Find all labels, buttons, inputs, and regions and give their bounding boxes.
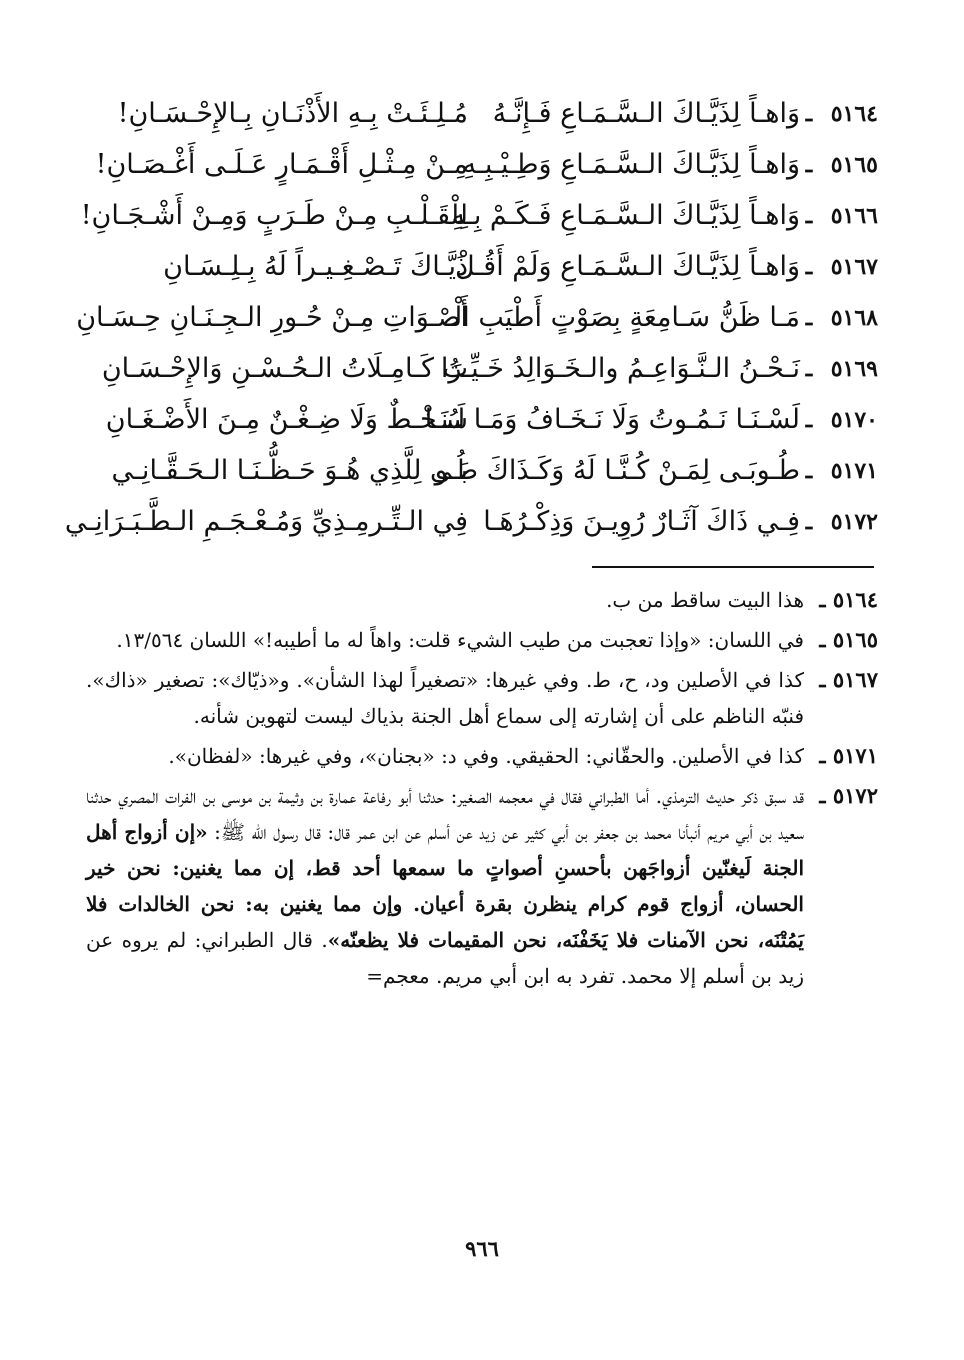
verse-second-hemistich: لِلْقَـلْـبِ مِـنْ طَـرَبٍ وَمِـنْ أَشْـجَـانِ! xyxy=(80,200,468,231)
verse-dash: ـ xyxy=(805,100,813,127)
footnote-number: ٥١٦٤ ـ xyxy=(819,587,878,612)
verse xyxy=(78,445,878,496)
verse-dash: ـ xyxy=(805,355,813,382)
verse-number: ٥١٦٥ xyxy=(830,151,878,178)
verse-second-hemistich: سُـخْـطٌ وَلَا ضِـغْـنٌ مِـنَ الأَضْـغَـانِ xyxy=(105,404,468,435)
verse xyxy=(78,190,878,241)
verse xyxy=(78,343,878,394)
footnote xyxy=(86,778,878,994)
verse-number: ٥١٧٠ xyxy=(830,406,878,433)
verse-dash: ـ xyxy=(805,253,813,280)
verse-dash: ـ xyxy=(805,304,813,331)
footnote-number: ٥١٧١ ـ xyxy=(819,743,878,768)
verse-first-hemistich: وَاهـاً لِذَيَّـاكَ الـسَّـمَـاعِ فَـكَـمْ بِـهِ xyxy=(451,200,800,231)
verse xyxy=(64,496,878,547)
verse-first-hemistich: طُـوبَـى لِمَـنْ كُـنَّـا لَهُ وَكَـذَاكَ طُـو xyxy=(434,455,800,486)
verse-second-hemistich: مُـلِـئَـتْ بِـهِ الأَذْنَـانِ بِـالإِحْـسَـانِ! xyxy=(117,98,468,129)
page-number: ٩٦٦ xyxy=(465,1236,499,1261)
footnotes xyxy=(86,582,878,998)
verse-second-hemistich: فِي الـتِّـرمِـذِيِّ وَمُـعْـجَـمِ الـطَّـبَـرَانِـي xyxy=(64,506,468,537)
verse-second-hemistich: ذَيَّـاكَ تَـصْـغِـيـراً لَهُ بِـلِـسَـانِ xyxy=(163,251,468,282)
verse-dash: ـ xyxy=(805,457,813,484)
verse-number: ٥١٧٢ xyxy=(830,508,878,535)
verse-first-hemistich: فِـي ذَاكَ آثَـارٌ رُوِيـنَ وَذِكْـرُهَـا xyxy=(483,506,800,537)
verse xyxy=(78,394,878,445)
verse-number: ٥١٧١ xyxy=(830,457,878,484)
verse-number: ٥١٦٧ xyxy=(830,253,878,280)
footnote-number: ٥١٦٧ ـ xyxy=(819,667,878,692)
footnote xyxy=(86,582,878,618)
verse-first-hemistich: وَاهـاً لِذَيَّـاكَ الـسَّـمَـاعِ فَـإِنَّـهُ xyxy=(492,98,800,129)
footnote-text: قد سبق ذكر حديث الترمذي. أما الطبراني فقال في معجمه الصغير: حدثنا أبو رفاعة عمارة بن وثيمة بن موسى بن الفرات المصري حدثنا سعيد بن أبي مريم أنبأنا محمد بن جعفر بن أبي كثير عن زيد عن أسلم عن ابن عمر قال: قال رسول الله ﷺ: «إن أزواج أهل الجنة لَيغنّين أزواجَهن بأحسنِ أصواتٍ ما سمعها أحد قط، إن مما يغنين: نحن خير الحسان، أزواج قوم كرام ينظرن بقرة أعيان. وإن مما يغنين به: نحن الخالدات فلا يَمُتْنَه، نحن الآمنات فلا يَخَفْنَه، نحن المقيمات فلا يظعنّه». قال الطبراني: لم يروه عن زيد بن أسلم إلا محمد. تفرد به ابن أبي مريم. معجم= xyxy=(86,784,804,988)
verse-second-hemistich: بَـى لِلَّذِي هُـوَ حَـظُّـنَـا الـحَـقَّـانِـي xyxy=(111,455,468,486)
footnote xyxy=(86,662,878,734)
footnote-text: في اللسان: «وإذا تعجبت من طيب الشيء قلت: واهاً له ما أطيبه!» اللسان ١٣/٥٦٤. xyxy=(116,628,804,652)
footnote-text: كذا في الأصلين ود، ح، ط. وفي غيرها: «تصغيراً لهذا الشأن». و«ذيّاك»: تصغير «ذاك». فنبّه الناظم على أن إشارته إلى سماع أهل الجنة بذياك ليست لتهوين شأنه. xyxy=(86,668,804,728)
verse-second-hemistich: أَصْـوَاتِ مِـنْ حُـورِ الـجِـنَـانِ حِـسَـانِ xyxy=(76,302,468,333)
verse-second-hemistich: تُ كَـامِـلَاتُ الـحُـسْـنِ وَالإِحْـسَـانِ xyxy=(101,353,468,384)
verse-first-hemistich: وَاهـاً لِذَيَّـاكَ الـسَّـمَـاعِ وَطِـيْـبِـهِ xyxy=(462,149,800,180)
verse-first-hemistich: مَـا ظَنُّ سَـامِعَةٍ بِصَوْتٍ أَطْيَبِ الْـ xyxy=(446,302,800,333)
hadith-quote: «إن أزواج أهل الجنة لَيغنّين أزواجَهن بأحسنِ أصواتٍ ما سمعها أحد قط، إن مما يغنين: نحن خير الحسان، أزواج قوم كرام ينظرن بقرة أعيان. وإن مما يغنين به: نحن الخالدات فلا يَمُتْنَه، نحن الآمنات فلا يَخَفْنَه، نحن المقيمات فلا يظعنّه» xyxy=(86,820,804,952)
verse xyxy=(78,139,878,190)
verse-number: ٥١٦٩ xyxy=(830,355,878,382)
verse-number: ٥١٦٤ xyxy=(830,100,878,127)
verse-first-hemistich: وَاهـاً لِذَيَّـاكَ الـسَّـمَـاعِ وَلَمْ أَقُـلْ xyxy=(454,251,800,282)
footnote-text: هذا البيت ساقط من ب. xyxy=(606,588,804,612)
verse-dash: ـ xyxy=(805,406,813,433)
poem-verses xyxy=(64,88,878,547)
verse-first-hemistich: نَـحْـنُ الـنَّـوَاعِـمُ والـخَـوَالِدُ خَـيِّـرَا xyxy=(440,353,800,384)
footnote-separator xyxy=(592,566,874,568)
verse-number: ٥١٦٦ xyxy=(830,202,878,229)
verse xyxy=(78,88,878,139)
verse-first-hemistich: لَسْـنَـا نَـمُـوتُ وَلَا نَـخَـافُ وَمَـا لَـنَـا xyxy=(424,404,800,435)
footnote-text: كذا في الأصلين. والحقّاني: الحقيقي. وفي د: «بجنان»، وفي غيرها: «لفظان». xyxy=(168,744,804,768)
footnote xyxy=(86,738,878,774)
footnote-number: ٥١٦٥ ـ xyxy=(819,627,878,652)
verse xyxy=(78,241,878,292)
verse xyxy=(78,292,878,343)
verse-second-hemistich: مِـنْ مِـثْـلِ أَقْـمَـارٍ عَـلَـى أَغْـصَـانِ! xyxy=(95,149,468,180)
verse-dash: ـ xyxy=(805,151,813,178)
verse-dash: ـ xyxy=(805,508,813,535)
footnote-number: ٥١٧٢ ـ xyxy=(819,783,878,808)
verse-number: ٥١٦٨ xyxy=(830,304,878,331)
footnote xyxy=(86,622,878,658)
verse-dash: ـ xyxy=(805,202,813,229)
